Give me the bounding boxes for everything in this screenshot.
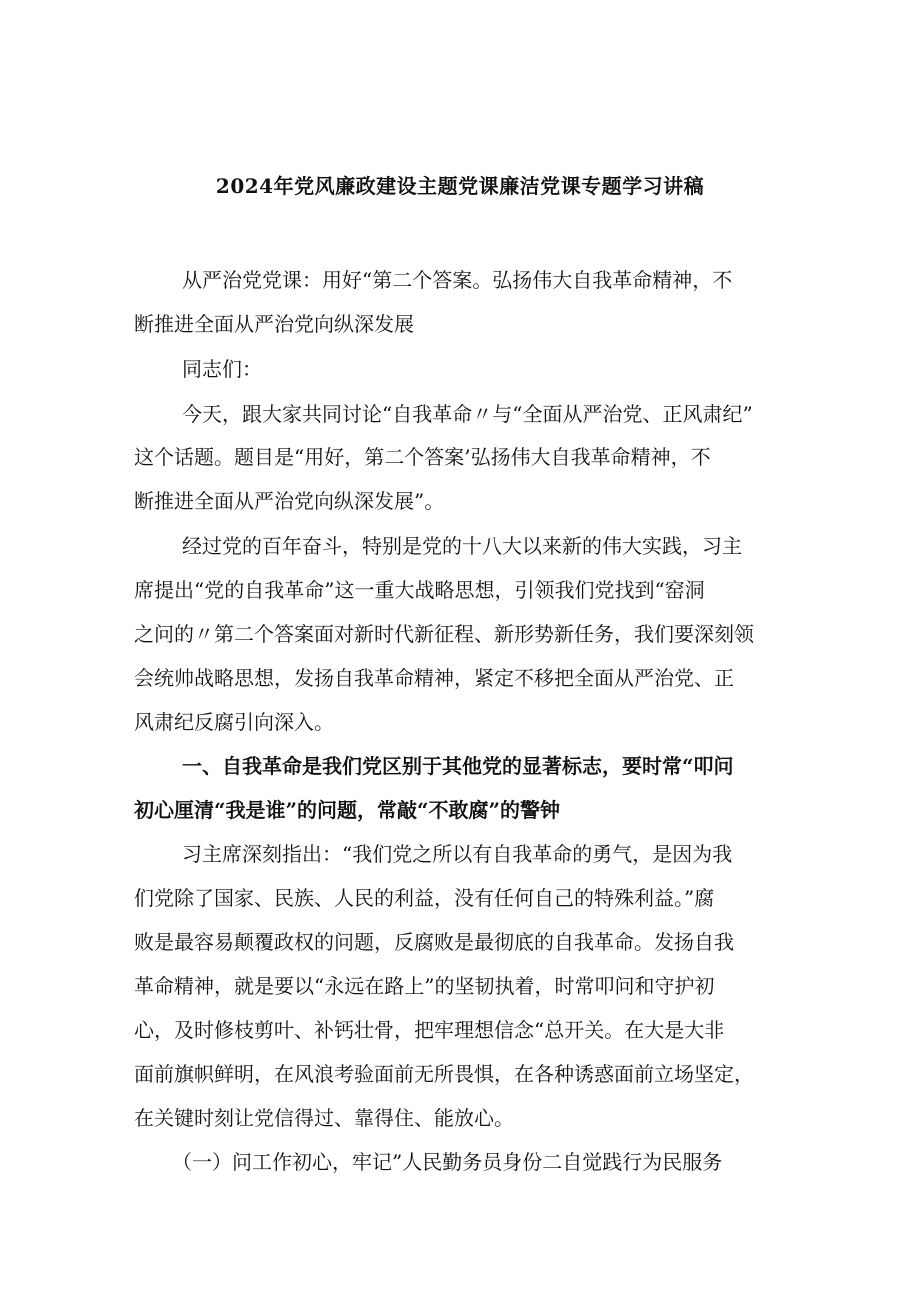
paragraph-line: 今天，跟大家共同讨论“自我革命〃与“全面从严治党、正风肃纪” xyxy=(182,402,753,426)
paragraph-line: 在关键时刻让党信得过、靠得住、能放心。 xyxy=(134,1106,514,1130)
document-title: 2024年党风廉政建设主题党课廉洁党课专题学习讲稿 xyxy=(215,174,705,198)
paragraph-line: 之问的〃第二个答案面对新时代新征程、新形势新任务，我们要深刻领 xyxy=(134,622,754,646)
paragraph-line: 习主席深刻指出：“我们党之所以有自我革命的勇气，是因为我 xyxy=(182,842,733,866)
section-heading: 初心厘清“我是谁”的问题，常敲“不敢腐”的警钟 xyxy=(134,798,561,822)
subsection-heading: （一）问工作初心，牢记”人民勤务员身份二自觉践行为民服务 xyxy=(172,1150,723,1174)
paragraph-line: 这个话题。题目是“用好，第二个答案’弘扬伟大自我革命精神，不 xyxy=(134,445,711,469)
section-heading: 一、自我革命是我们党区别于其他党的显著标志，要时常“叩问 xyxy=(182,754,734,778)
paragraph-line: 革命精神，就是要以“永远在路上”的坚韧执着，时常叩问和守护初 xyxy=(134,974,715,998)
paragraph-line: 会统帅战略思想，发扬自我革命精神，紧定不移把全面从严治党、正 xyxy=(134,666,734,690)
paragraph-line: 经过党的百年奋斗，特别是党的十八大以来新的伟大实践，习主 xyxy=(182,534,742,558)
salutation: 同志们： xyxy=(182,357,262,381)
paragraph-line: 从严治党党课：用好“第二个答案。弘扬伟大自我革命精神，不 xyxy=(182,268,733,292)
paragraph-line: 断推进全面从严治党向纵深发展”。 xyxy=(134,489,445,513)
paragraph-line: 败是最容易颠覆政权的问题，反腐败是最彻底的自我革命。发扬自我 xyxy=(134,930,734,954)
paragraph-line: 席提出“党的自我革命”这一重大战略思想，引领我们党找到“窑洞 xyxy=(134,578,705,602)
paragraph-line: 风肃纪反腐引向深入。 xyxy=(134,710,334,734)
paragraph-line: 断推进全面从严治党向纵深发展 xyxy=(134,312,414,336)
paragraph-line: 面前旗帜鲜明，在风浪考验面前无所畏惧，在各种诱惑面前立场坚定， xyxy=(134,1062,754,1086)
paragraph-line: 们党除了国家、民族、人民的利益，没有任何自己的特殊利益。”腐 xyxy=(134,886,715,910)
paragraph-line: 心，及时修枝剪叶、补钙壮骨，把牢理想信念“总开关。在大是大非 xyxy=(134,1018,725,1042)
